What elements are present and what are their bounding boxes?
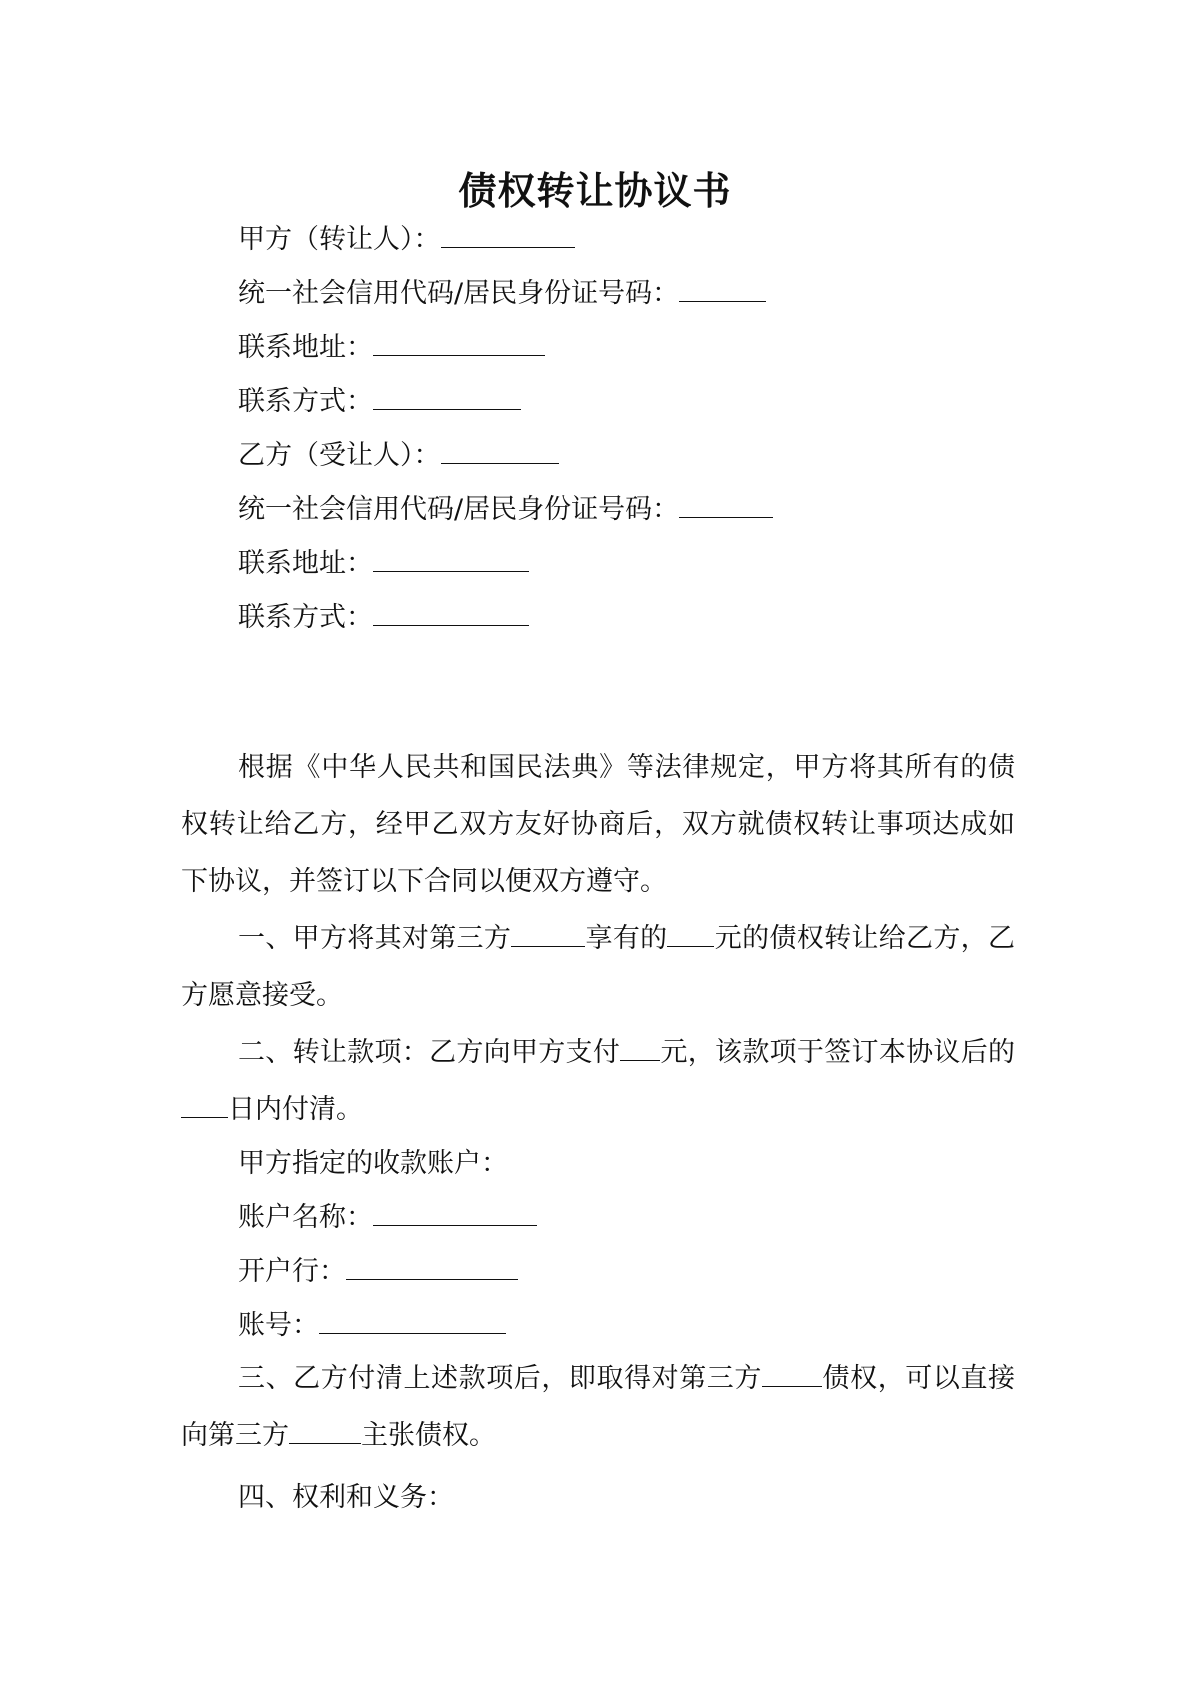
party-b-contact-blank[interactable]	[373, 601, 529, 626]
party-a-name-label: 甲方（转让人）：	[238, 224, 441, 255]
account-bank-blank[interactable]	[346, 1255, 518, 1280]
clause-3-part-1: 三、乙方付清上述款项后，即取得对第三方	[238, 1363, 762, 1394]
party-a-address-line	[238, 330, 545, 366]
account-number-blank[interactable]	[319, 1309, 506, 1334]
party-a-address-blank[interactable]	[373, 331, 545, 356]
clause-1-paragraph	[181, 910, 1015, 1024]
clause-2-part-3: 日内付清。	[228, 1094, 363, 1125]
clause-4-heading: 四、权利和义务：	[238, 1482, 454, 1513]
party-a-id-label: 统一社会信用代码/居民身份证号码：	[238, 278, 680, 309]
account-bank-line	[238, 1254, 518, 1290]
account-name-line	[238, 1200, 537, 1236]
account-name-blank[interactable]	[373, 1201, 537, 1226]
account-heading-line	[238, 1146, 508, 1182]
clause-2-amount-blank[interactable]	[620, 1036, 660, 1061]
party-b-contact-line	[238, 600, 529, 636]
party-b-address-line	[238, 546, 529, 582]
party-a-address-label: 联系地址：	[238, 332, 373, 363]
party-a-name-line	[238, 222, 575, 258]
party-a-id-line	[238, 276, 766, 312]
account-number-line	[238, 1308, 506, 1344]
party-b-name-line	[238, 438, 559, 474]
clause-2-part-2: 元，该款项于签订本协议后的	[660, 1037, 1016, 1068]
party-b-id-label: 统一社会信用代码/居民身份证号码：	[238, 494, 680, 525]
party-b-name-label: 乙方（受让人）：	[238, 440, 441, 471]
party-b-contact-label: 联系方式：	[238, 602, 373, 633]
clause-3-third-party-blank[interactable]	[762, 1362, 822, 1387]
party-b-address-blank[interactable]	[373, 547, 529, 572]
clause-3-part-3: 主张债权。	[361, 1420, 496, 1451]
party-b-id-line	[238, 492, 773, 528]
clause-3-part-2: 债权，可以直接向第三方	[181, 1363, 1016, 1451]
account-bank-label: 开户行：	[238, 1256, 346, 1287]
party-a-contact-line	[238, 384, 521, 420]
clause-2-days-blank[interactable]	[181, 1093, 228, 1118]
party-b-name-blank[interactable]	[441, 439, 559, 464]
clause-1-part-2: 享有的	[585, 923, 668, 954]
clause-2-part-1: 二、转让款项：乙方向甲方支付	[238, 1037, 621, 1068]
party-a-contact-label: 联系方式：	[238, 386, 373, 417]
party-a-contact-blank[interactable]	[373, 385, 521, 410]
account-heading: 甲方指定的收款账户：	[238, 1148, 508, 1179]
clause-1-amount-blank[interactable]	[667, 922, 714, 947]
document-title: 债权转让协议书	[458, 169, 732, 213]
party-a-id-blank[interactable]	[679, 277, 766, 302]
clause-1-part-1: 一、甲方将其对第三方	[238, 923, 512, 954]
clause-2-paragraph	[181, 1024, 1015, 1138]
clause-3-claim-blank[interactable]	[289, 1419, 361, 1444]
party-b-address-label: 联系地址：	[238, 548, 373, 579]
account-number-label: 账号：	[238, 1310, 319, 1341]
clause-1-part-3: 元的债权转让给乙方，乙方愿意接受。	[181, 923, 1016, 1011]
clause-3-paragraph	[181, 1350, 1015, 1464]
party-a-name-blank[interactable]	[441, 223, 575, 248]
preamble-paragraph: 根据《中华人民共和国民法典》等法律规定，甲方将其所有的债权转让给乙方，经甲乙双方友好协商后，双方就债权转让事项达成如下协议，并签订以下合同以便双方遵守。	[181, 752, 1015, 897]
clause-1-third-party-blank[interactable]	[511, 922, 585, 947]
party-b-id-blank[interactable]	[679, 493, 773, 518]
clause-4-line	[238, 1480, 454, 1516]
account-name-label: 账户名称：	[238, 1202, 373, 1233]
